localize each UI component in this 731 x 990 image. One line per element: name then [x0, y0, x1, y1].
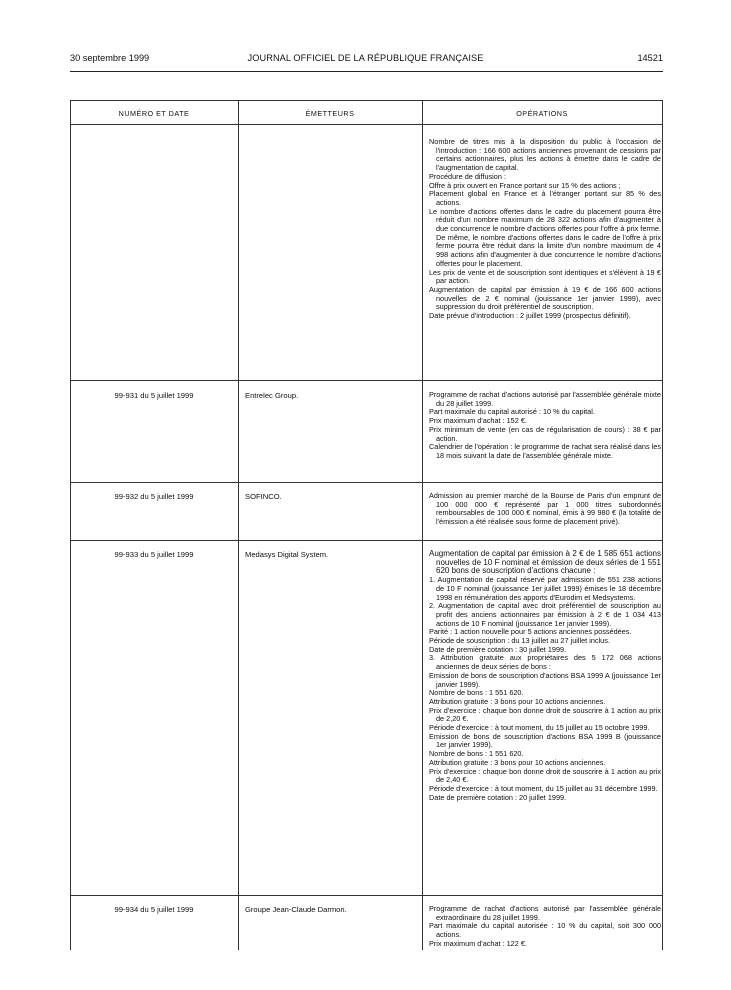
- header-row-border: [70, 124, 662, 125]
- operation-line: Date de première cotation : 20 juillet 1999.: [429, 792, 567, 802]
- row-separator: [70, 540, 662, 541]
- row-separator: [70, 895, 662, 896]
- operation-line: Nombre de bons : 1 551 620.: [429, 749, 524, 759]
- header-date: 30 septembre 1999: [70, 53, 150, 63]
- operation-line: 2. Augmentation de capital avec droit préférentiel de souscription au profit des anciens actionnaires par émission à 2 € de 1 034 413 actions de 10 F nominal (jouissance 1er janvier 1999).: [429, 601, 661, 628]
- operation-line: 3. Attribution gratuite aux propriétaires des 5 172 068 actions anciennes de deux séries de bons :: [429, 653, 661, 672]
- page-number: 14521: [637, 53, 663, 63]
- operation-line: Augmentation de capital par émission à 2 € de 1 585 651 actions nouvelles de 10 F nominal et émission de deux séries de 1 551 620 bons de souscription d'actions chacune :: [429, 549, 661, 576]
- operation-line: Emission de bons de souscription d'actions BSA 1999 A (jouissance 1er janvier 1999).: [429, 670, 661, 689]
- operation-line: Période de souscription : du 13 juillet au 27 juillet inclus.: [429, 636, 610, 646]
- operation-line: Nombre de titres mis à la disposition du public à l'occasion de l'introduction : 166 600 actions anciennes provenant de cessions par certains actionnaires, plus les actions à émettre dans le cadre de l'augmentation de capital.: [429, 137, 661, 173]
- row-numero: 99-933 du 5 juillet 1999: [114, 550, 194, 559]
- operation-line: Date de première cotation : 30 juillet 1999.: [429, 644, 567, 654]
- operation-line: Prix minimum de vente (en cas de régularisation de cours) : 38 € par action.: [429, 424, 661, 443]
- row-numero: 99-932 du 5 juillet 1999: [114, 492, 194, 501]
- operation-line: Emission de bons de souscription d'actions BSA 1999 B (jouissance 1er janvier 1999).: [429, 731, 661, 750]
- row-emetteur: Groupe Jean-Claude Darmon.: [245, 905, 347, 914]
- row-emetteur: Entrelec Group.: [245, 391, 299, 400]
- operation-line: Le nombre d'actions offertes dans le cadre du placement pourra être réduit d'un nombre maximum de 28 322 actions afin d'augmenter à due concurrence le nombre d'actions offertes pour l'offre à prix ferme. De même, le nombre d'actions offertes dans le cadre de l'offre à prix ferme pourra être réduit dans la limite d'un nombre maximum de 4 998 actions afin d'augmenter à due concurrence le nombre d'actions offertes pour le placement.: [429, 206, 661, 268]
- operation-line: Offre à prix ouvert en France portant sur 15 % des actions ;: [429, 180, 621, 190]
- operations-cell: [429, 391, 661, 461]
- operations-cell: [429, 905, 661, 949]
- column-header-operations: OPÉRATIONS: [516, 109, 568, 118]
- row-emetteur: SOFINCO.: [245, 492, 282, 501]
- table-left-border: [70, 100, 71, 950]
- row-separator: [70, 380, 662, 381]
- operation-line: 1. Augmentation de capital réservé par admission de 551 238 actions de 10 F nominal (jouissance 1er juillet 1999) émises le 18 décembre 1998 en rémunération des apports d'Eurodim et Medsystems.: [429, 575, 661, 602]
- operation-line: Augmentation de capital par émission à 19 € de 166 600 actions nouvelles de 2 € nominal (jouissance 1er janvier 1999), avec suppression du droit préférentiel de souscription.: [429, 284, 661, 312]
- operation-line: Prix d'exercice : chaque bon donne droit de souscrire à 1 action au prix de 2,20 €.: [429, 705, 661, 724]
- column-divider-1: [238, 100, 239, 950]
- operation-line: Attribution gratuite : 3 bons pour 10 actions anciennes.: [429, 696, 606, 706]
- operation-line: Placement global en France et à l'étranger portant sur 85 % des actions.: [429, 189, 661, 207]
- operation-line: Parité : 1 action nouvelle pour 5 actions anciennes possédées.: [429, 627, 632, 637]
- row-numero: 99-934 du 5 juillet 1999: [114, 905, 194, 914]
- operations-cell: [429, 550, 661, 802]
- column-header-emetteurs: ÉMETTEURS: [305, 109, 355, 118]
- operation-line: Date prévue d'introduction : 2 juillet 1999 (prospectus définitif).: [429, 311, 631, 321]
- operation-line: Prix maximum d'achat : 122 €.: [429, 938, 527, 948]
- operation-line: Prix d'exercice : chaque bon donne droit de souscrire à 1 action au prix de 2,40 €.: [429, 766, 661, 785]
- row-emetteur: Medasys Digital System.: [245, 550, 329, 559]
- operation-line: Période d'exercice : à tout moment, du 15 juillet au 15 octobre 1999.: [429, 723, 650, 733]
- operation-line: Admission au premier marché de la Bourse de Paris d'un emprunt de 100 000 000 € représenté par 1 000 titres subordonnés remboursables de 100 000 € nominal, émis à 99 980 € (la totalité de l'émission a été réalisée sous forme de placement privé).: [429, 491, 661, 527]
- operation-line: Les prix de vente et de souscription sont identiques et s'élèvent à 19 € par action.: [429, 267, 661, 286]
- column-header-numero: NUMÉRO ET DATE: [118, 109, 190, 118]
- column-divider-2: [422, 100, 423, 950]
- operations-cell: [429, 138, 661, 321]
- header-rule: [70, 71, 663, 72]
- operation-line: Programme de rachat d'actions autorisé par l'assemblée générale extraordinaire du 28 juillet 1999.: [429, 904, 661, 922]
- operations-cell: [429, 492, 661, 527]
- operation-line: Calendrier de l'opération : le programme de rachat sera réalisé dans les 18 mois suivant la date de l'assemblée générale mixte.: [429, 442, 661, 460]
- table-right-border: [662, 100, 663, 950]
- operation-line: Part maximale du capital autorisé : 10 % du capital.: [429, 407, 595, 417]
- row-numero: 99-931 du 5 juillet 1999: [114, 391, 194, 400]
- row-separator: [70, 482, 662, 483]
- operation-line: Part maximale du capital autorisée : 10 % du capital, soit 300 000 actions.: [429, 921, 661, 940]
- operation-line: Prix maximum d'achat : 152 €.: [429, 416, 527, 426]
- journal-title: JOURNAL OFFICIEL DE LA RÉPUBLIQUE FRANÇAISE: [247, 53, 484, 63]
- operation-line: Procédure de diffusion :: [429, 171, 506, 181]
- operation-line: Période d'exercice : à tout moment, du 15 juillet au 31 décembre 1999.: [429, 783, 658, 793]
- operation-line: Nombre de bons : 1 551 620.: [429, 688, 524, 698]
- table-top-border: [70, 100, 662, 101]
- operation-line: Attribution gratuite : 3 bons pour 10 actions anciennes.: [429, 757, 606, 767]
- operation-line: Programme de rachat d'actions autorisé par l'assemblée générale mixte du 28 juillet 1999.: [429, 390, 661, 408]
